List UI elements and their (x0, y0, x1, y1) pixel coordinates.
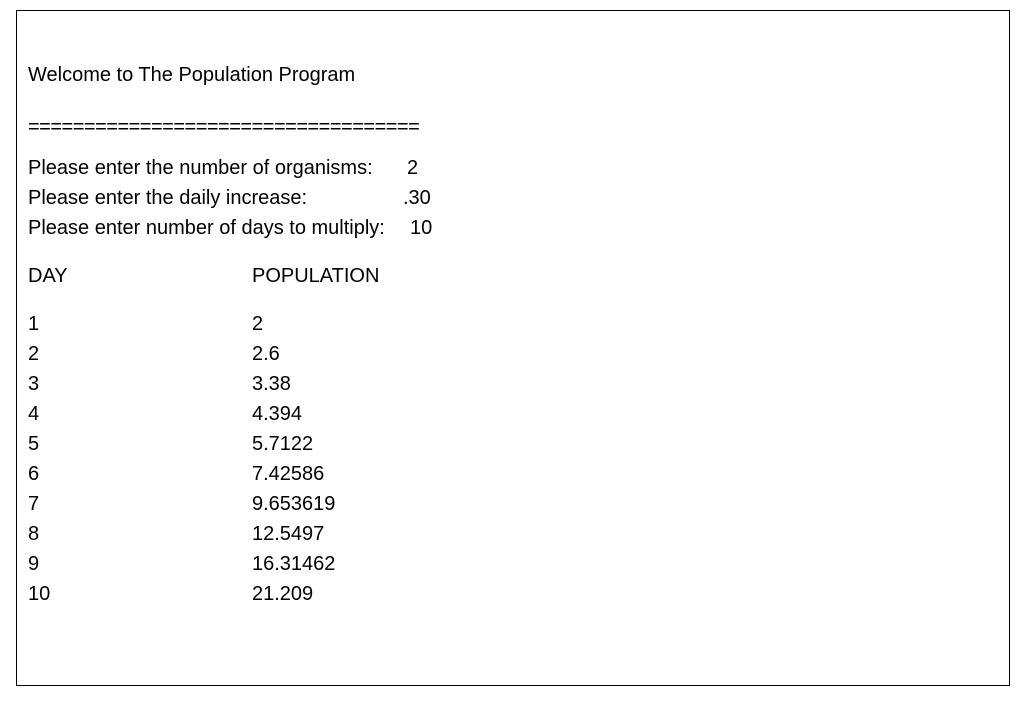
table-row (0, 522, 994, 552)
daily-increase-prompt: Please enter the daily increase: (28, 187, 308, 209)
population-cell: 9.653619 (252, 493, 336, 515)
day-cell: 4 (28, 403, 40, 425)
table-row (0, 582, 994, 612)
population-cell: 16.31462 (252, 553, 336, 575)
day-column-header: DAY (28, 265, 68, 287)
population-cell: 21.209 (252, 583, 314, 605)
day-cell: 10 (28, 583, 51, 605)
day-cell: 8 (28, 523, 40, 545)
day-cell: 5 (28, 433, 40, 455)
day-cell: 6 (28, 463, 40, 485)
table-row (0, 552, 994, 582)
day-cell: 9 (28, 553, 40, 575)
population-cell: 5.7122 (252, 433, 314, 455)
population-cell: 7.42586 (252, 463, 325, 485)
population-cell: 3.38 (252, 373, 291, 395)
table-row (0, 402, 994, 432)
organisms-prompt: Please enter the number of organisms: (28, 157, 373, 179)
population-cell: 2.6 (252, 343, 280, 365)
population-cell: 12.5497 (252, 523, 325, 545)
day-cell: 1 (28, 313, 40, 335)
population-cell: 4.394 (252, 403, 303, 425)
separator-line: =================================== (28, 116, 420, 138)
day-cell: 7 (28, 493, 40, 515)
table-row (0, 312, 994, 342)
organisms-value: 2 (407, 157, 419, 179)
program-title: Welcome to The Population Program (28, 64, 356, 86)
table-row (0, 492, 994, 522)
table-row (0, 432, 994, 462)
population-column-header: POPULATION (252, 265, 380, 287)
day-cell: 3 (28, 373, 40, 395)
day-cell: 2 (28, 343, 40, 365)
days-value: 10 (410, 217, 433, 239)
daily-increase-value: .30 (403, 187, 431, 209)
days-prompt: Please enter number of days to multiply: (28, 217, 385, 239)
table-row (0, 342, 994, 372)
table-row (0, 462, 994, 492)
population-cell: 2 (252, 313, 264, 335)
table-row (0, 372, 994, 402)
